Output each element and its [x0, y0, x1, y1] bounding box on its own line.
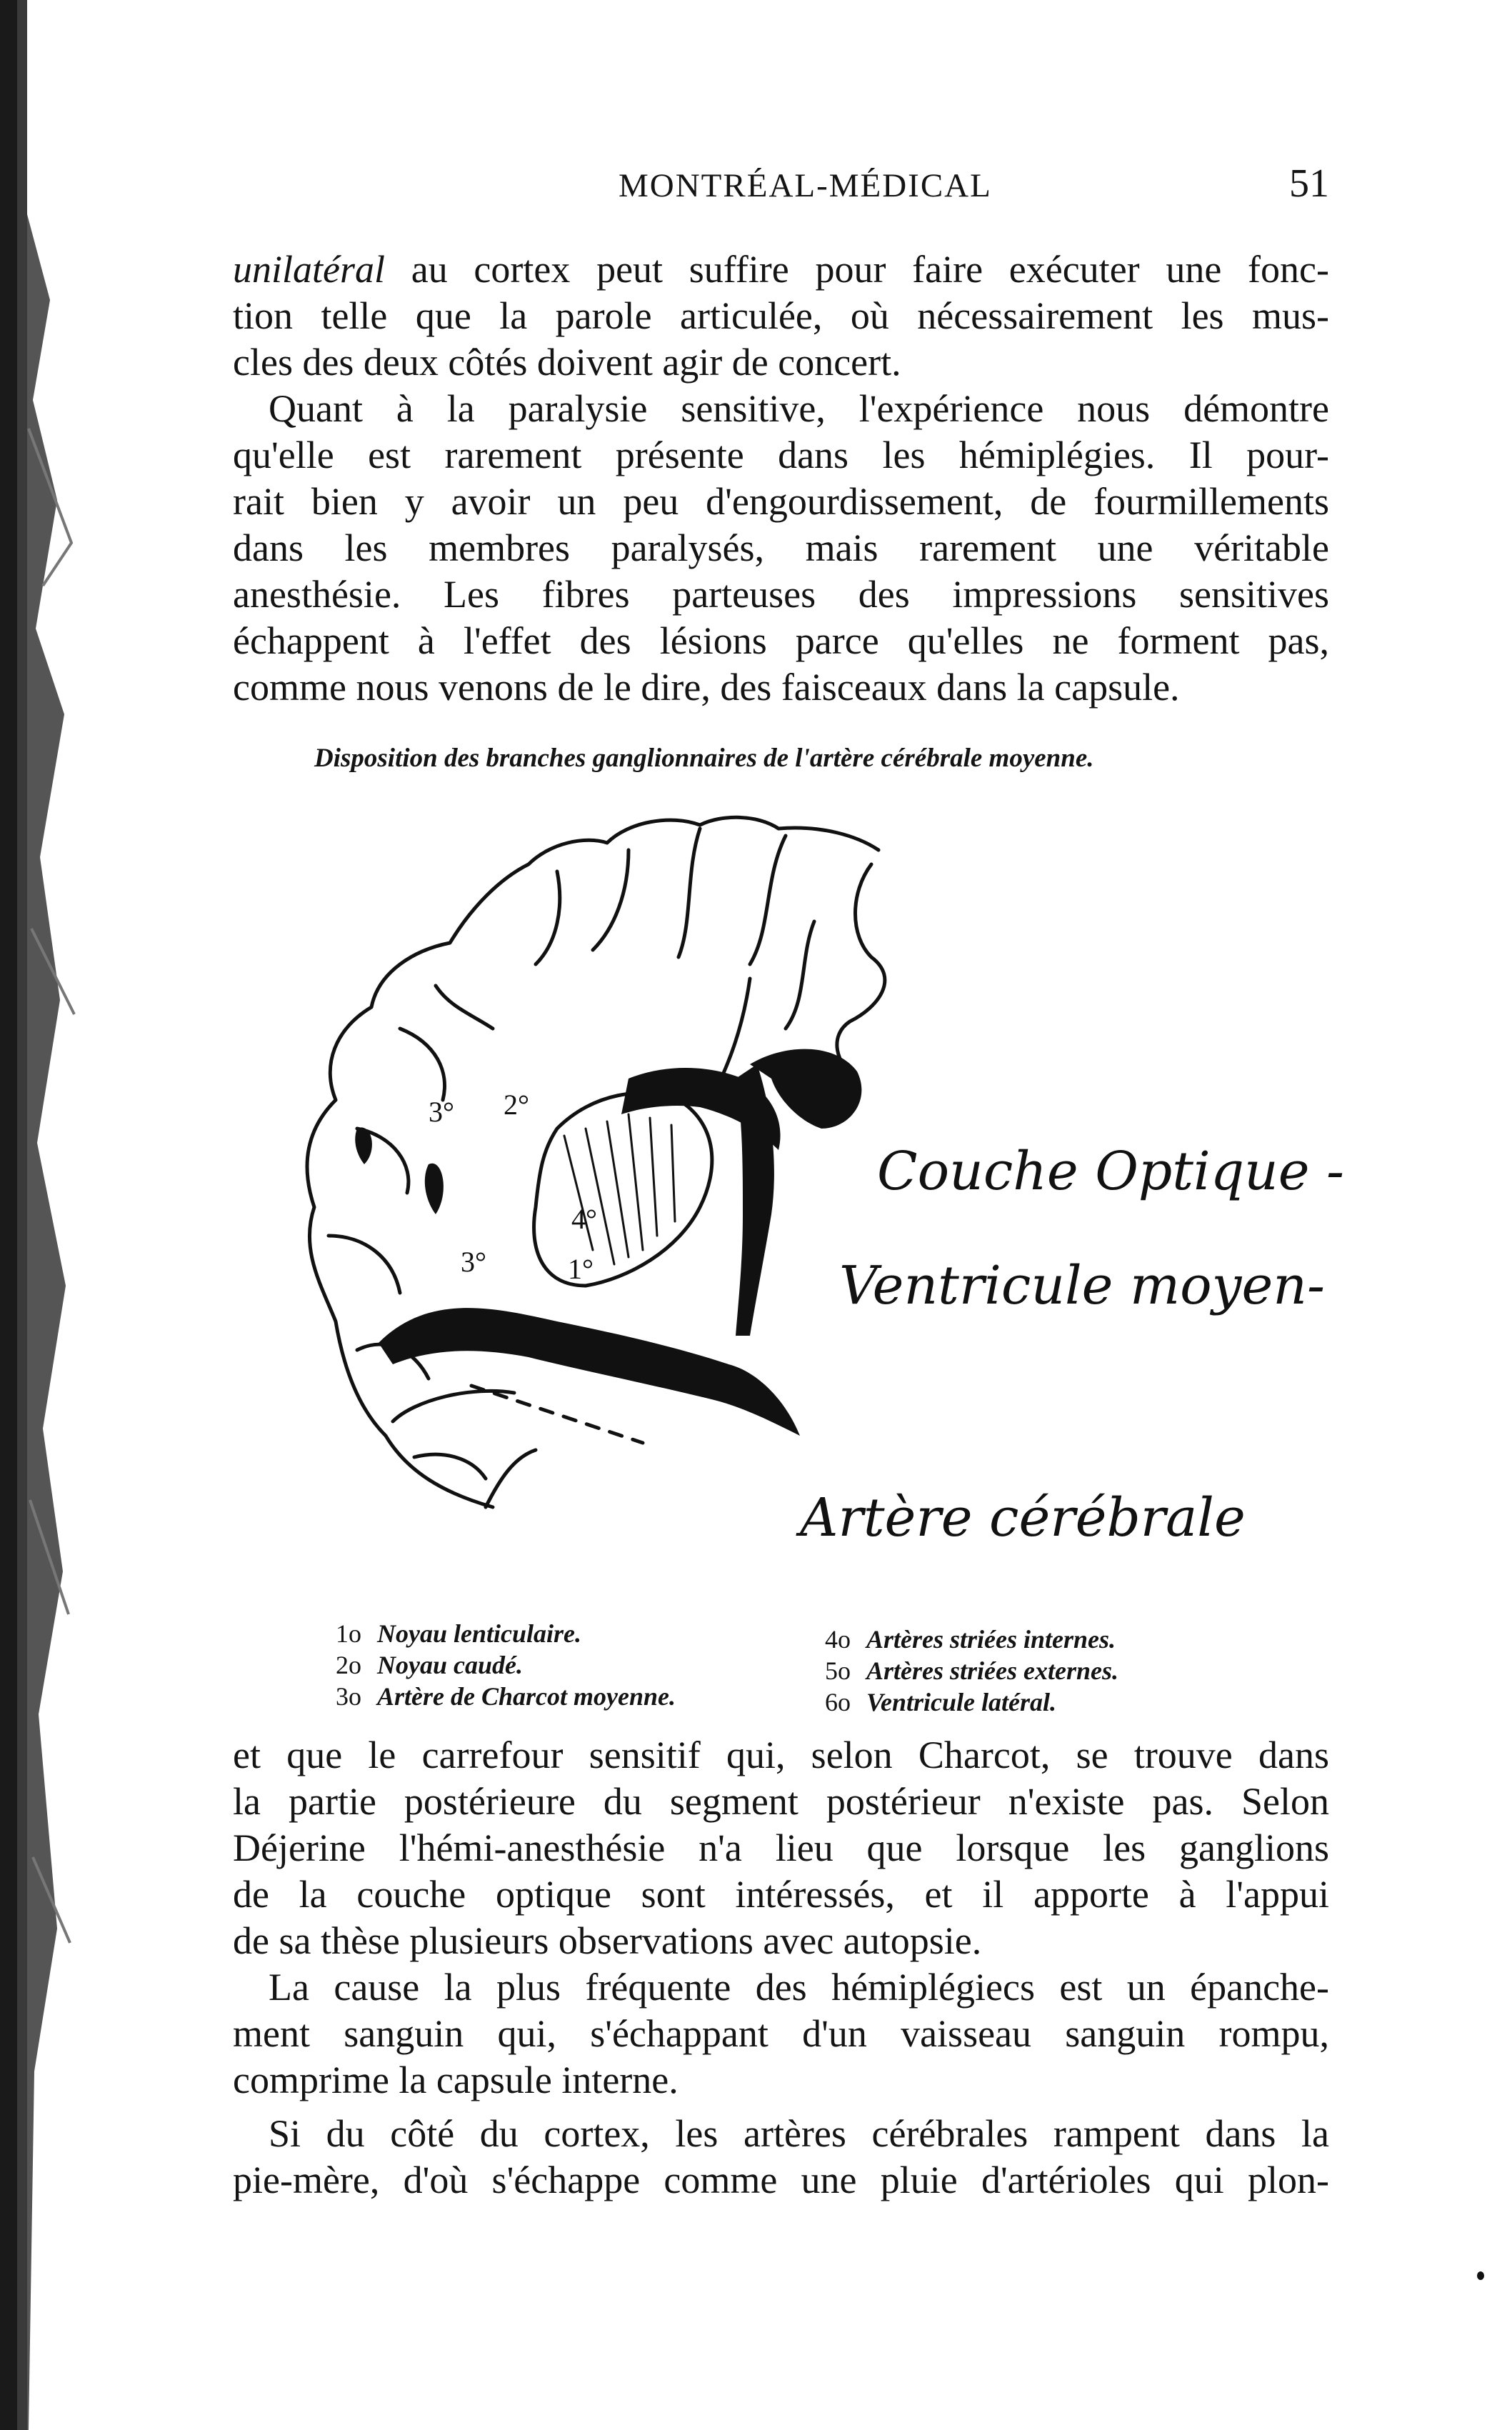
- paragraph-5: [233, 2111, 1329, 2204]
- text-line: pie-mère, d'où s'échappe comme une pluie d'artérioles qui plon-: [233, 2159, 1329, 2201]
- handwritten-ventricule-moyen: Ventricule moyen-: [839, 1255, 1325, 1316]
- text-line: anesthésie. Les fibres parteuses des impressions sensitives: [233, 573, 1329, 616]
- running-title: MONTRÉAL-MÉDICAL: [619, 167, 992, 204]
- legend-item: 6o Ventricule latéral.: [825, 1688, 1057, 1716]
- text-line: unilatéral au cortex peut suffire pour faire exécuter une fonc-: [233, 248, 1329, 291]
- brain-section-figure: [257, 793, 1357, 1593]
- legend-item: 2o Noyau caudé.: [336, 1651, 523, 1679]
- paragraph-2: [233, 386, 1329, 711]
- marker-2: 2°: [504, 1089, 529, 1121]
- text-line: tion telle que la parole articulée, où nécessairement les mus-: [233, 294, 1329, 337]
- dashed-line: [471, 1386, 643, 1443]
- text-line: de la couche optique sont intéressés, et il apporte à l'appui: [233, 1873, 1329, 1916]
- legend-item: 1o Noyau lenticulaire.: [336, 1619, 581, 1648]
- handwritten-artere-cerebrale: Artère cérébrale: [800, 1487, 1246, 1549]
- legend-column-left: [336, 1618, 676, 1712]
- text-line: qu'elle est rarement présente dans les hémiplégies. Il pour-: [233, 434, 1329, 476]
- handwritten-couche-optique: Couche Optique -: [877, 1141, 1345, 1202]
- marker-4: 4°: [571, 1203, 597, 1235]
- legend-item: 5o Artères striées externes.: [825, 1656, 1118, 1685]
- striate-arteries: [564, 1114, 675, 1264]
- figure-caption: Disposition des branches ganglionnaires de l'artère cérébrale moyenne.: [314, 744, 1094, 773]
- text-line: de sa thèse plusieurs observations avec autopsie.: [233, 1919, 982, 1962]
- text-line: rait bien y avoir un peu d'engourdissement, de fourmillements: [233, 480, 1329, 523]
- marker-1: 1°: [568, 1253, 594, 1285]
- text-line: Si du côté du cortex, les artères cérébrales rampent dans la: [269, 2112, 1329, 2155]
- text-line: comme nous venons de le dire, des faisceaux dans la capsule.: [233, 666, 1180, 709]
- text-line: comprime la capsule interne.: [233, 2059, 679, 2101]
- legend-item: 3o Artère de Charcot moyenne.: [336, 1682, 676, 1711]
- ink-dot: [1477, 2271, 1484, 2280]
- text-line: échappent à l'effet des lésions parce qu'elles ne forment pas,: [233, 619, 1329, 662]
- text-line: cles des deux côtés doivent agir de concert.: [233, 341, 901, 384]
- emphasis-word: unilatéral: [233, 248, 385, 291]
- text-line: ment sanguin qui, s'échappant d'un vaisseau sanguin rompu,: [233, 2012, 1329, 2055]
- paragraph-3: [233, 1732, 1329, 1964]
- text-line: Déjerine l'hémi-anesthésie n'a lieu que lorsque les ganglions: [233, 1826, 1329, 1869]
- paragraph-1: [233, 246, 1329, 386]
- binding-edge: [0, 0, 80, 2430]
- temporal-lobe-outline: [393, 1391, 536, 1507]
- marker-3: 3°: [429, 1096, 454, 1128]
- text-line: et que le carrefour sensitif qui, selon Charcot, se trouve dans: [233, 1734, 1329, 1776]
- paragraph-4: [233, 1964, 1329, 2104]
- marker-6: 6°: [384, 1331, 410, 1364]
- marker-3b: 3°: [461, 1246, 486, 1278]
- page-header: [233, 161, 1329, 211]
- legend-column-right: [825, 1624, 1118, 1718]
- lenticular-nucleus-outline: [534, 1093, 712, 1286]
- legend-item: 4o Artères striées internes.: [825, 1625, 1116, 1654]
- small-vessel-1: [425, 1164, 444, 1214]
- text-line: Quant à la paralysie sensitive, l'expérience nous démontre: [269, 387, 1329, 430]
- text-line: dans les membres paralysés, mais rarement une véritable: [233, 526, 1329, 569]
- text-line: La cause la plus fréquente des hémiplégiecs est un épanche-: [269, 1966, 1329, 2009]
- page-number: 51: [1289, 161, 1329, 206]
- text-line: la partie postérieure du segment postérieur n'existe pas. Selon: [233, 1780, 1329, 1823]
